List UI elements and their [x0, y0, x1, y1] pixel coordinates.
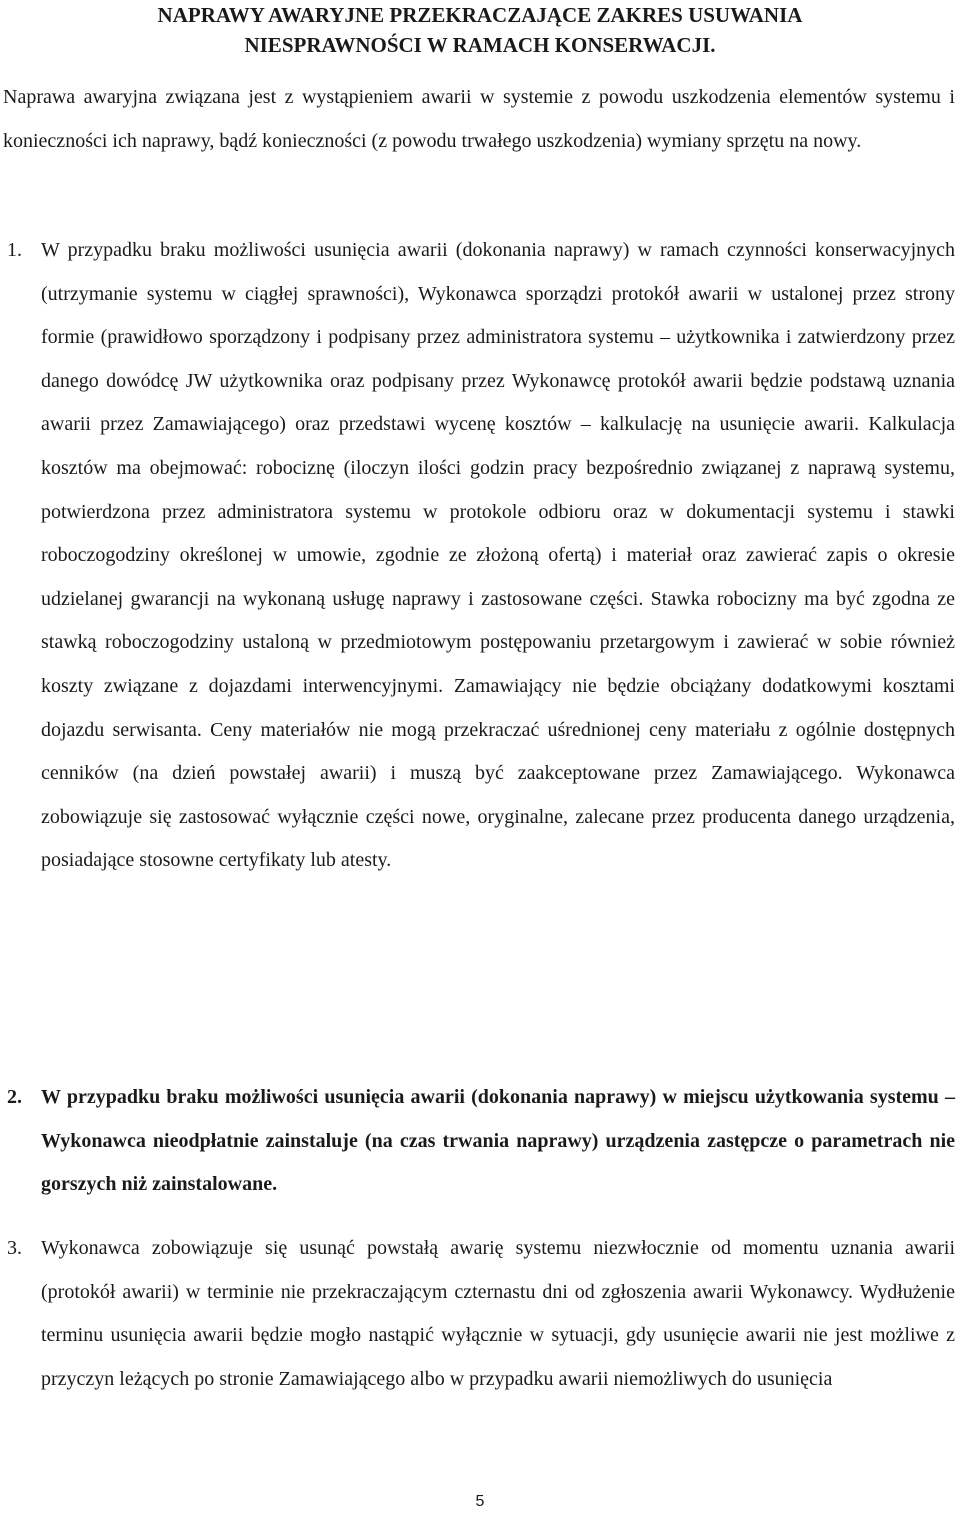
- list-item-2: [0, 1076, 955, 1207]
- page-title: [0, 0, 960, 60]
- list-item-number: 3.: [7, 1237, 22, 1259]
- title-line-1: NAPRAWY AWARYJNE PRZEKRACZAJĄCE ZAKRES USUWANIA: [157, 3, 803, 27]
- list-item-text: Wykonawca zobowiązuje się usunąć powstałą awarię systemu niezwłocznie od momentu uznania awarii (protokół awarii) w terminie nie przekraczającym czternastu dni od zgłoszenia awarii Wykonawcy. Wydłużenie terminu usunięcia awarii będzie mogło nastąpić wyłącznie w sytuacji, gdy usunięcie awarii nie jest możliwe z przyczyn leżących po stronie Zamawiającego albo w przypadku awarii niemożliwych do usunięcia: [41, 1237, 955, 1390]
- list-item-1: [0, 229, 955, 883]
- list-item-text: W przypadku braku możliwości usunięcia awarii (dokonania naprawy) w ramach czynności konserwacyjnych (utrzymanie systemu w ciągłej sprawności), Wykonawca sporządzi protokół awarii w ustalonej przez strony formie (prawidłowo sporządzony i podpisany przez administratora systemu – użytkownika i zatwierdzony przez danego dowódcę JW użytkownika oraz podpisany przez Wykonawcę protokół awarii będzie podstawą uznania awarii przez Zamawiającego) oraz przedstawi wycenę kosztów – kalkulację na usunięcie awarii. Kalkulacja kosztów ma obejmować: robociznę (iloczyn ilości godzin pracy bezpośrednio związanej z naprawą systemu, potwierdzona przez administratora systemu w protokole odbioru oraz w dokumentacji systemu i stawki roboczogodziny określonej w umowie, zgodnie ze złożoną ofertą) i materiał oraz zawierać zapis o okresie udzielanej gwarancji na wykonaną usługę naprawy i zastosowane części. Stawka robocizny ma być zgodna ze stawką roboczogodziny ustaloną w przedmiotowym postępowaniu przetargowym i zawierać w sobie również koszty związane z dojazdami interwencyjnymi. Zamawiający nie będzie obciążany dodatkowymi kosztami dojazdu serwisanta. Ceny materiałów nie mogą przekraczać uśrednionej ceny materiału z ogólnie dostępnych cenników (na dzień powstałej awarii) i muszą być zaakceptowane przez Zamawiającego. Wykonawca zobowiązuje się zastosować wyłącznie części nowe, oryginalne, zalecane przez producenta danego urządzenia, posiadające stosowne certyfikaty lub atesty.: [41, 239, 955, 872]
- list-item-number: 2.: [7, 1086, 22, 1108]
- intro-paragraph: Naprawa awaryjna związana jest z wystąpieniem awarii w systemie z powodu uszkodzenia elementów systemu i konieczności ich naprawy, bądź konieczności (z powodu trwałego uszkodzenia) wymiany sprzętu na nowy.: [3, 86, 955, 152]
- page-number: 5: [475, 1493, 485, 1510]
- list-item-text: W przypadku braku możliwości usunięcia awarii (dokonania naprawy) w miejscu użytkowania systemu – Wykonawca nieodpłatnie zainstaluje (na czas trwania naprawy) urządzenia zastępcze o parametrach nie gorszych niż zainstalowane.: [41, 1086, 955, 1196]
- list-item-number: 1.: [7, 239, 22, 261]
- list-item-3: [0, 1227, 955, 1401]
- title-line-2: NIESPRAWNOŚCI W RAMACH KONSERWACJI.: [244, 33, 716, 57]
